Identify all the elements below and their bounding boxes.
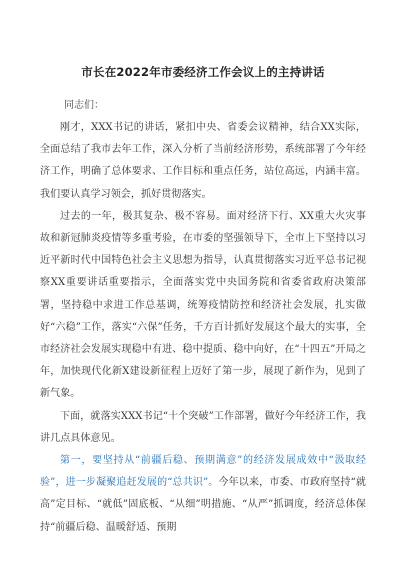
paragraph-1: 刚才，XXX书记的讲话，紧扣中央、省委会议精神，结合XX实际，全面总结了我市去年工作，深入分析了当前经济形势，系统部署了今年经济工作，明确了总体要求、工作目标和重点任务，站位高远，内涵丰富。我们要认真学习领会，抓好贯彻落实。: [40, 122, 366, 200]
paragraph-4: [40, 450, 366, 539]
document-title: 市长在2022年市委经济工作会议上的主持讲话: [81, 65, 325, 79]
paragraph-3: 下面，就落实XXX书记“十个突破”工作部署，做好今年经济工作，我讲几点具体意见。: [40, 410, 366, 444]
paragraph-4-rest: 今年以来，市委、市政府坚持“就高”定目标、“就低”固底板、“从细”明措施、“从严”抓调度，经济总体保持“前疆后稳、温暖舒适、预期: [40, 477, 366, 533]
paragraph-4-lead: 第一，要坚持从“前疆后稳、预期满意”的经济发展成效中“汲取经验”，进一步凝聚追赶发展的“总共识”。: [40, 455, 366, 489]
salutation: 同志们：: [64, 100, 104, 111]
paragraph-2: 过去的一年，极其复杂、极不容易。面对经济下行、XX重大火灾事故和新冠肺炎疫情等多重考验，在市委的坚强领导下，全市上下坚持以习近平新时代中国特色社会主义思想为指导，认真贯彻落实习近平总书记视察XX重要讲话重要指示，全面落实党中央国务院和省委省政府决策部署，坚持稳中求进工作总基调，统筹疫情防控和经济社会发展，扎实做好“六稳”工作，落实“六保”任务，千方百计抓好发展这个最大的实事，全市经济社会发展实现稳中有进、稳中提质、稳中向好，在“十四五”开局之年，加快现代化新X建设新征程上迈好了第一步，展现了新作为，见到了新气象。: [40, 210, 366, 400]
